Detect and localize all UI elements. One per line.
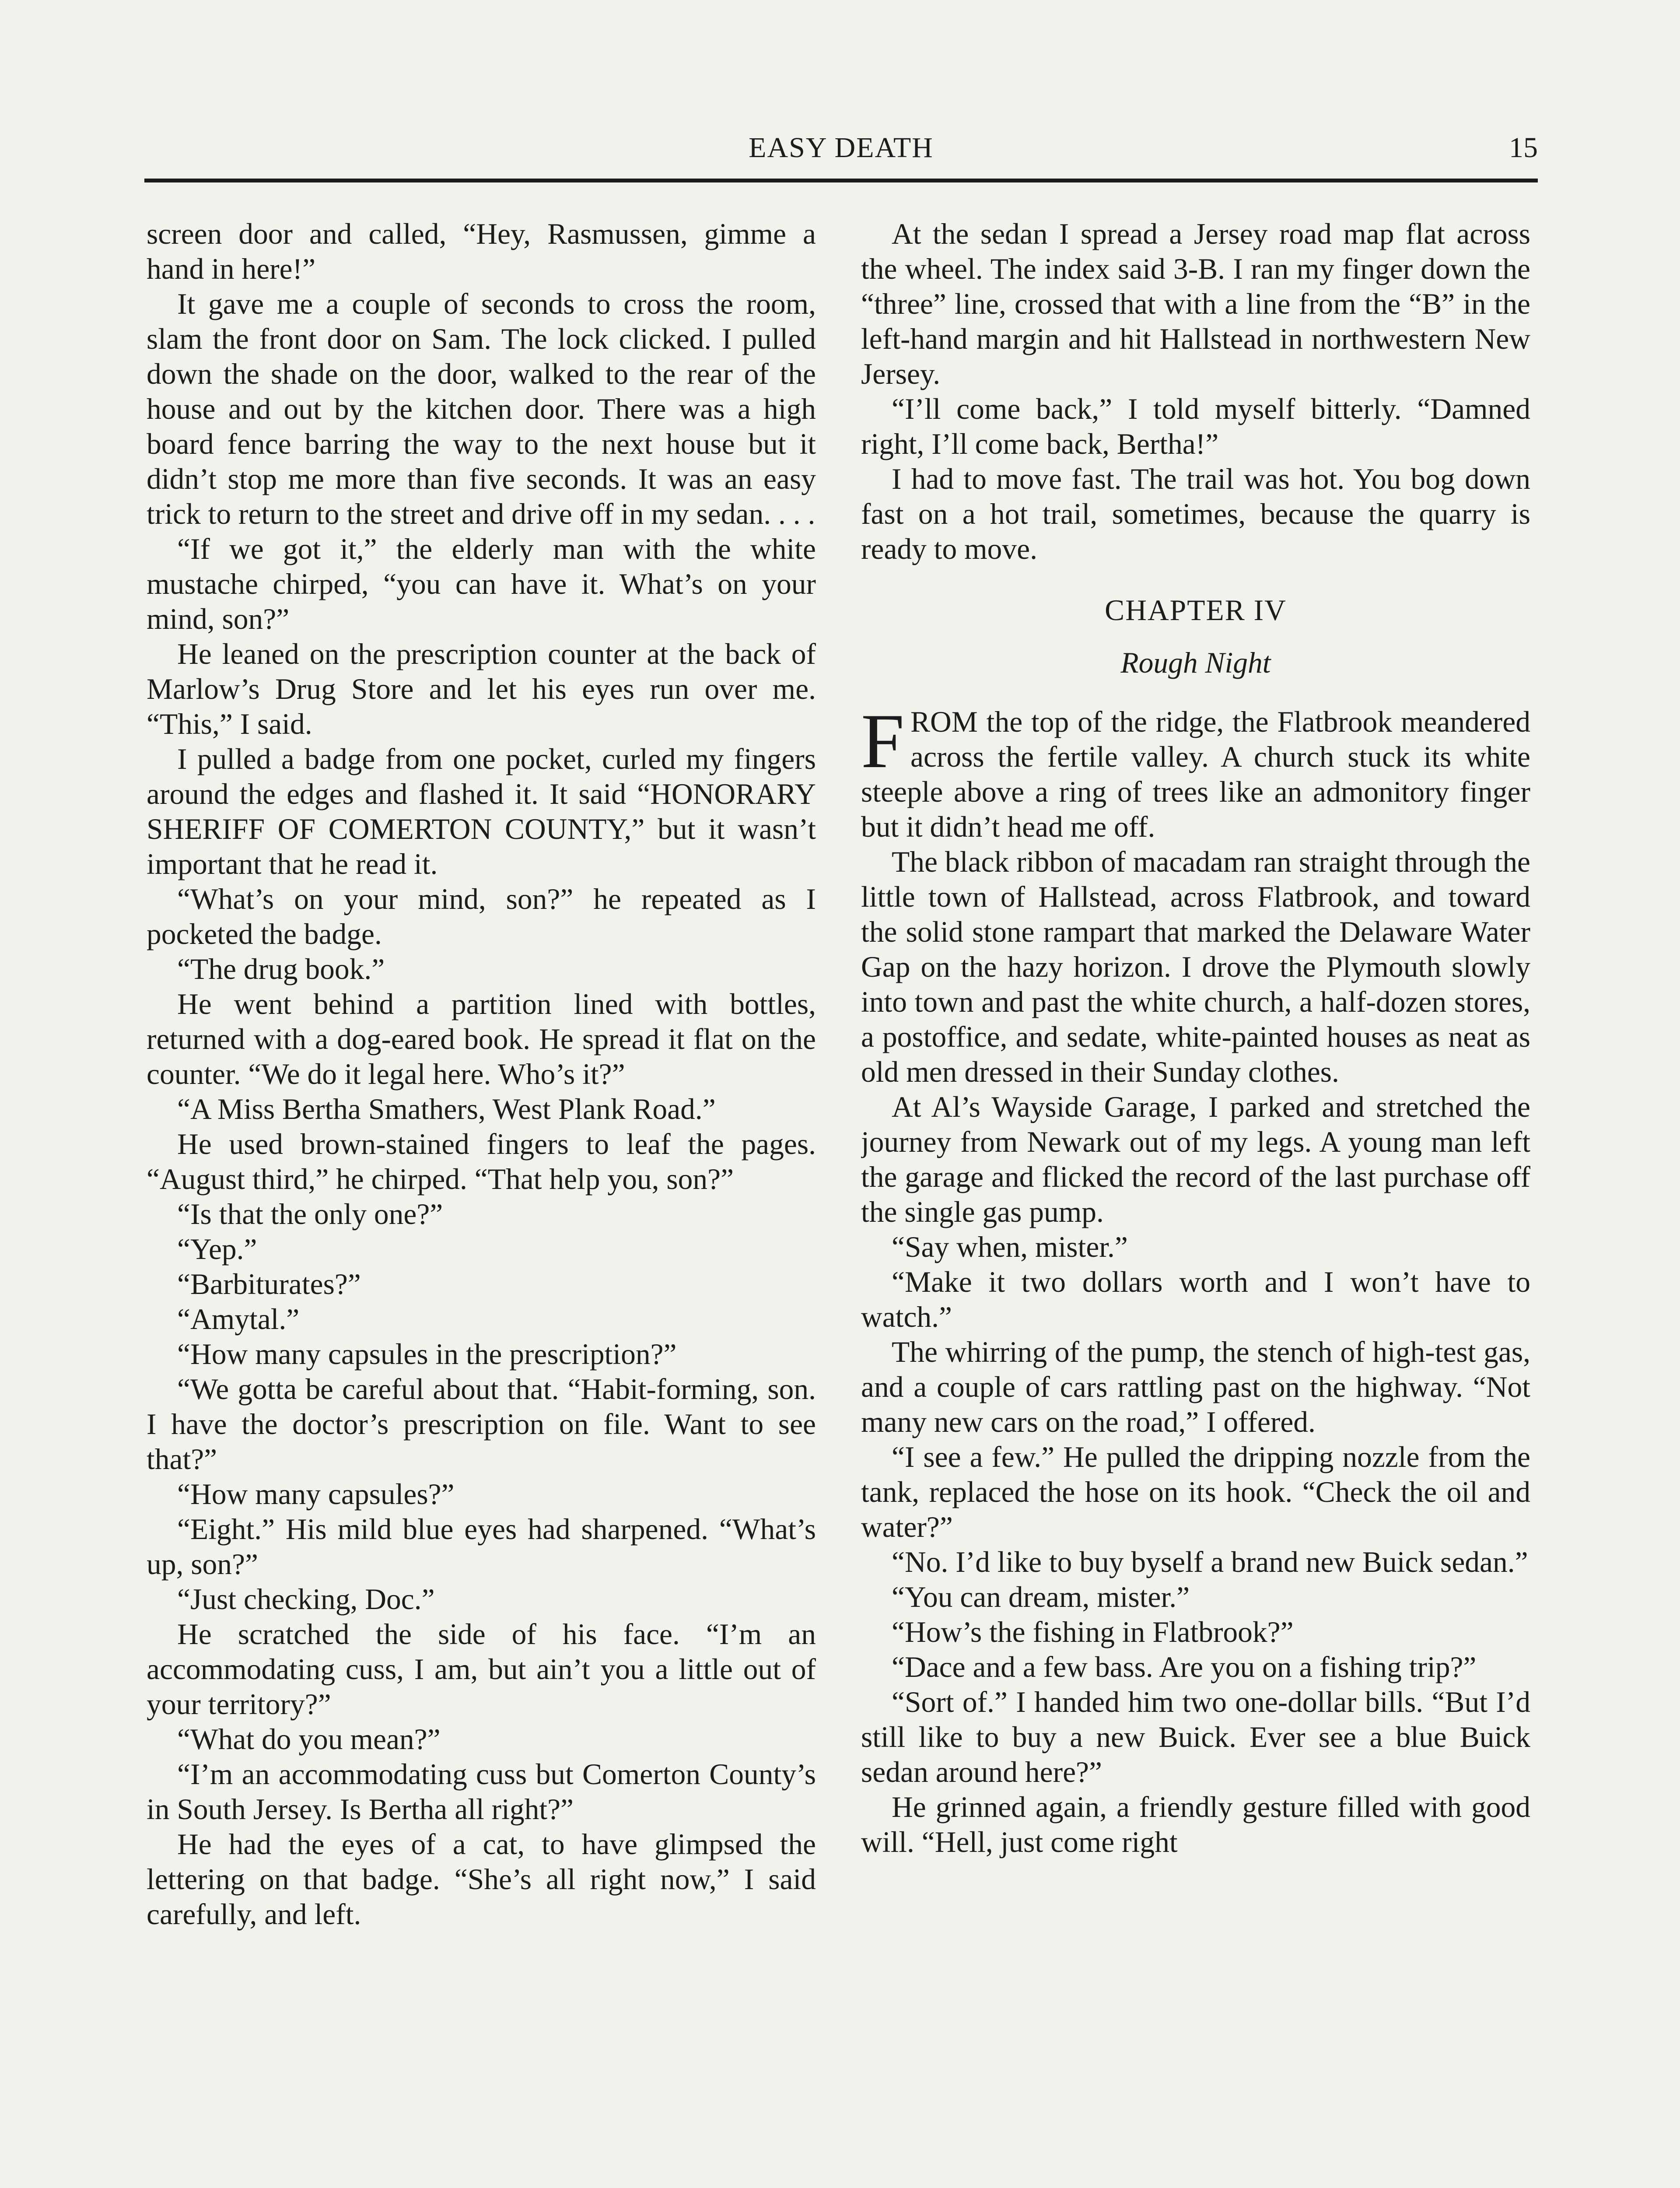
paragraph: “Is that the only one?” <box>177 1198 443 1231</box>
paragraph: “No. I’d like to buy byself a brand new Buick sedan.” <box>892 1546 1528 1578</box>
paragraph: “Dace and a few bass. Are you on a fishing trip?” <box>892 1651 1477 1683</box>
paragraph: “How’s the fishing in Flatbrook?” <box>892 1616 1294 1648</box>
header-rule <box>144 179 1538 182</box>
paragraph: “How many capsules?” <box>177 1478 455 1511</box>
left-column <box>147 217 816 2188</box>
paragraph: “Sort of.” I handed him two one-dollar bills. “But I’d still like to buy a new Buick. Ever see a blue Buick sedan around here?” <box>861 1686 1530 1788</box>
paragraph: screen door and called, “Hey, Rasmussen, gimme a hand in here!” <box>147 217 816 285</box>
paragraph: He used brown-stained fingers to leaf the pages. “August third,” he chirped. “That help you, son?” <box>147 1128 816 1196</box>
paragraph: “Yep.” <box>177 1233 257 1266</box>
paragraph: “You can dream, mister.” <box>892 1581 1190 1613</box>
paragraph: “Say when, mister.” <box>892 1231 1128 1263</box>
paragraph: He grinned again, a friendly gesture filled with good will. “Hell, just come right <box>861 1791 1530 1858</box>
paragraph: “Barbiturates?” <box>177 1268 361 1301</box>
running-title: EASY DEATH <box>749 132 934 164</box>
paragraph: “I’m an accommodating cuss but Comerton County’s in South Jersey. Is Bertha all right?” <box>147 1758 816 1826</box>
paragraph: At the sedan I spread a Jersey road map flat across the wheel. The index said 3-B. I ran my finger down the “three” line, crossed that with a line from the “B” in the left-hand margin and hit Hallstead in northwestern New Jersey. <box>861 217 1530 390</box>
paragraph: “Amytal.” <box>177 1303 300 1336</box>
paragraph: He had the eyes of a cat, to have glimpsed the lettering on that badge. “She’s all right now,” I said carefully, and left. <box>147 1828 816 1931</box>
page-number: 15 <box>1509 132 1538 164</box>
paragraph: “The drug book.” <box>177 953 385 985</box>
paragraph: “What do you mean?” <box>177 1723 441 1756</box>
paragraph: “Make it two dollars worth and I won’t have to watch.” <box>861 1266 1530 1333</box>
paragraph: I pulled a badge from one pocket, curled my fingers around the edges and flashed it. It said “HONORARY SHERIFF OF COMERTON COUNTY,” but it wasn’t important that he read it. <box>147 743 816 880</box>
paragraph: “Eight.” His mild blue eyes had sharpened. “What’s up, son?” <box>147 1513 816 1581</box>
paragraph: He went behind a partition lined with bottles, returned with a dog-eared book. He spread it flat on the counter. “We do it legal here. Who’s it?” <box>147 988 816 1090</box>
paragraph: It gave me a couple of seconds to cross the room, slam the front door on Sam. The lock clicked. I pulled down the shade on the door, walked to the rear of the house and out by the kitchen door. There was a high board fence barring the way to the next house but it didn’t stop me more than five seconds. It was an easy trick to return to the street and drive off in my sedan. . . . <box>147 288 816 530</box>
paragraph: He leaned on the prescription counter at the back of Marlow’s Drug Store and let his eyes run over me. “This,” I said. <box>147 638 816 740</box>
paragraph: “What’s on your mind, son?” he repeated as I pocketed the badge. <box>147 883 816 950</box>
paragraph: I had to move fast. The trail was hot. You bog down fast on a hot trail, sometimes, because the quarry is ready to move. <box>861 463 1530 565</box>
opening-paragraph-text: ROM the top of the ridge, the Flatbrook meandered across the fertile valley. A church stuck its white steeple above a ring of trees like an admonitory finger but it didn’t head me off. <box>861 705 1530 843</box>
paragraph: “If we got it,” the elderly man with the white mustache chirped, “you can have it. What’s on your mind, son?” <box>147 533 816 635</box>
page-header <box>144 131 1538 175</box>
chapter-title: Rough Night <box>1120 646 1271 679</box>
paragraph: He scratched the side of his face. “I’m an accommodating cuss, I am, but ain’t you a little out of your territory?” <box>147 1618 816 1721</box>
paragraph: At Al’s Wayside Garage, I parked and stretched the journey from Newark out of my legs. A young man left the garage and flicked the record of the last purchase off the single gas pump. <box>861 1090 1530 1228</box>
paragraph: “I’ll come back,” I told myself bitterly. “Damned right, I’ll come back, Bertha!” <box>861 393 1530 460</box>
paragraph: “Just checking, Doc.” <box>177 1583 435 1616</box>
paragraph: “I see a few.” He pulled the dripping nozzle from the tank, replaced the hose on its hook. “Check the oil and water?” <box>861 1441 1530 1543</box>
paragraph: The black ribbon of macadam ran straight through the little town of Hallstead, across Flatbrook, and toward the solid stone rampart that marked the Delaware Water Gap on the hazy horizon. I drove the Plymouth slowly into town and past the white church, a half-dozen stores, a postoffice, and sedate, white-painted houses as neat as old men dressed in their Sunday clothes. <box>861 845 1530 1088</box>
right-column <box>861 217 1530 2188</box>
drop-cap: F <box>861 698 904 784</box>
paragraph: “How many capsules in the prescription?” <box>177 1338 677 1371</box>
opening-paragraph <box>861 698 1530 845</box>
chapter-heading: CHAPTER IV <box>1105 594 1287 627</box>
paragraph: “A Miss Bertha Smathers, West Plank Road.” <box>177 1093 716 1126</box>
paragraph: “We gotta be careful about that. “Habit-forming, son. I have the doctor’s prescription on file. Want to see that?” <box>147 1373 816 1476</box>
paragraph: The whirring of the pump, the stench of high-test gas, and a couple of cars rattling past on the highway. “Not many new cars on the road,” I offered. <box>861 1336 1530 1438</box>
